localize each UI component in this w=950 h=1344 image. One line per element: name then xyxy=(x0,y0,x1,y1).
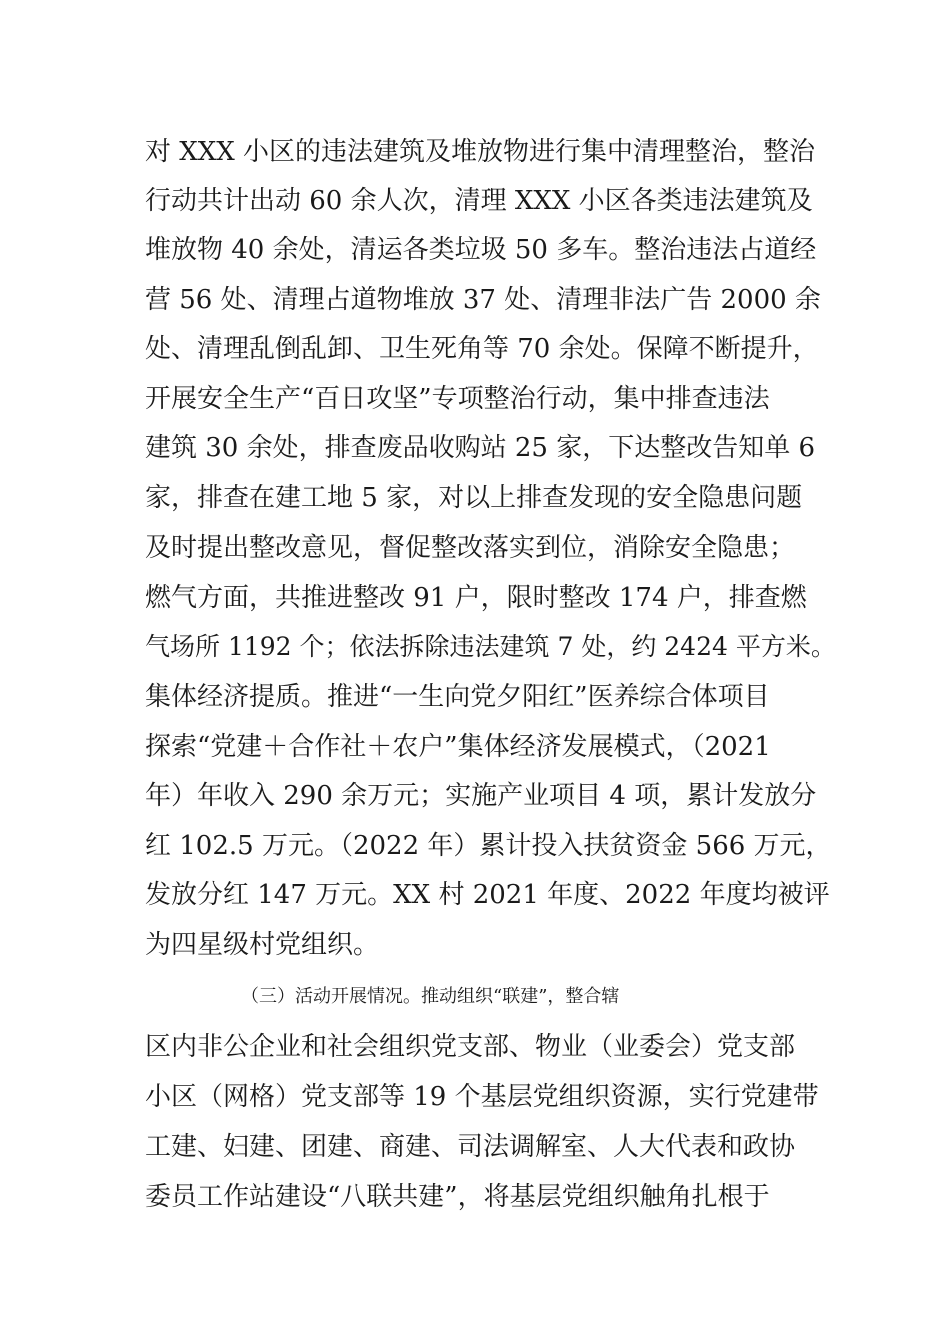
body-text-line: 工建、妇建、团建、商建、司法调解室、人大代表和政协 xyxy=(145,1132,796,1162)
body-text-line: 委员工作站建设“八联共建”，将基层党组织触角扎根于 xyxy=(145,1182,770,1212)
body-text-line: 行动共计出动 60 余人次，清理 XXX 小区各类违法建筑及 xyxy=(145,186,813,216)
body-text-line: 及时提出整改意见，督促整改落实到位，消除安全隐患； xyxy=(145,533,796,563)
body-text-line: 发放分红 147 万元。XX 村 2021 年度、2022 年度均被评 xyxy=(145,880,830,910)
body-text-line: 气场所 1192 个；依法拆除违法建筑 7 处，约 2424 平方米。 xyxy=(145,632,836,661)
body-text-line: 对 XXX 小区的违法建筑及堆放物进行集中清理整治，整治 xyxy=(145,137,816,167)
body-text-line: 建筑 30 余处，排查废品收购站 25 家，下达整改告知单 6 xyxy=(145,433,816,463)
body-text-line: 为四星级村党组织。 xyxy=(145,930,380,960)
body-text-line: 探索“党建＋合作社＋农户”集体经济发展模式，（2021 xyxy=(145,732,771,762)
body-text-line: 集体经济提质。推进“一生向党夕阳红”医养综合体项目 xyxy=(145,682,770,712)
body-text-line: 处、清理乱倒乱卸、卫生死角等 70 余处。保障不断提升， xyxy=(145,334,819,364)
body-text-line: 年）年收入 290 余万元；实施产业项目 4 项，累计发放分 xyxy=(145,781,817,811)
body-text-line: 堆放物 40 余处，清运各类垃圾 50 多车。整治违法占道经 xyxy=(145,235,817,265)
body-text-line: 开展安全生产“百日攻坚”专项整治行动，集中排查违法 xyxy=(145,384,770,414)
body-text-line: 小区（网格）党支部等 19 个基层党组织资源，实行党建带 xyxy=(145,1082,819,1112)
body-text-line: 红 102.5 万元。（2022 年）累计投入扶贫资金 566 万元， xyxy=(145,831,832,861)
section-heading-line: （三）活动开展情况。推动组织“联建”，整合辖 xyxy=(241,986,620,1007)
body-text-line: 区内非公企业和社会组织党支部、物业（业委会）党支部 xyxy=(145,1032,796,1062)
body-text-line: 家，排查在建工地 5 家，对以上排查发现的安全隐患问题 xyxy=(145,483,803,513)
body-text-line: 营 56 处、清理占道物堆放 37 处、清理非法广告 2000 余 xyxy=(145,285,821,315)
body-text-line: 燃气方面，共推进整改 91 户，限时整改 174 户，排查燃 xyxy=(145,583,807,613)
